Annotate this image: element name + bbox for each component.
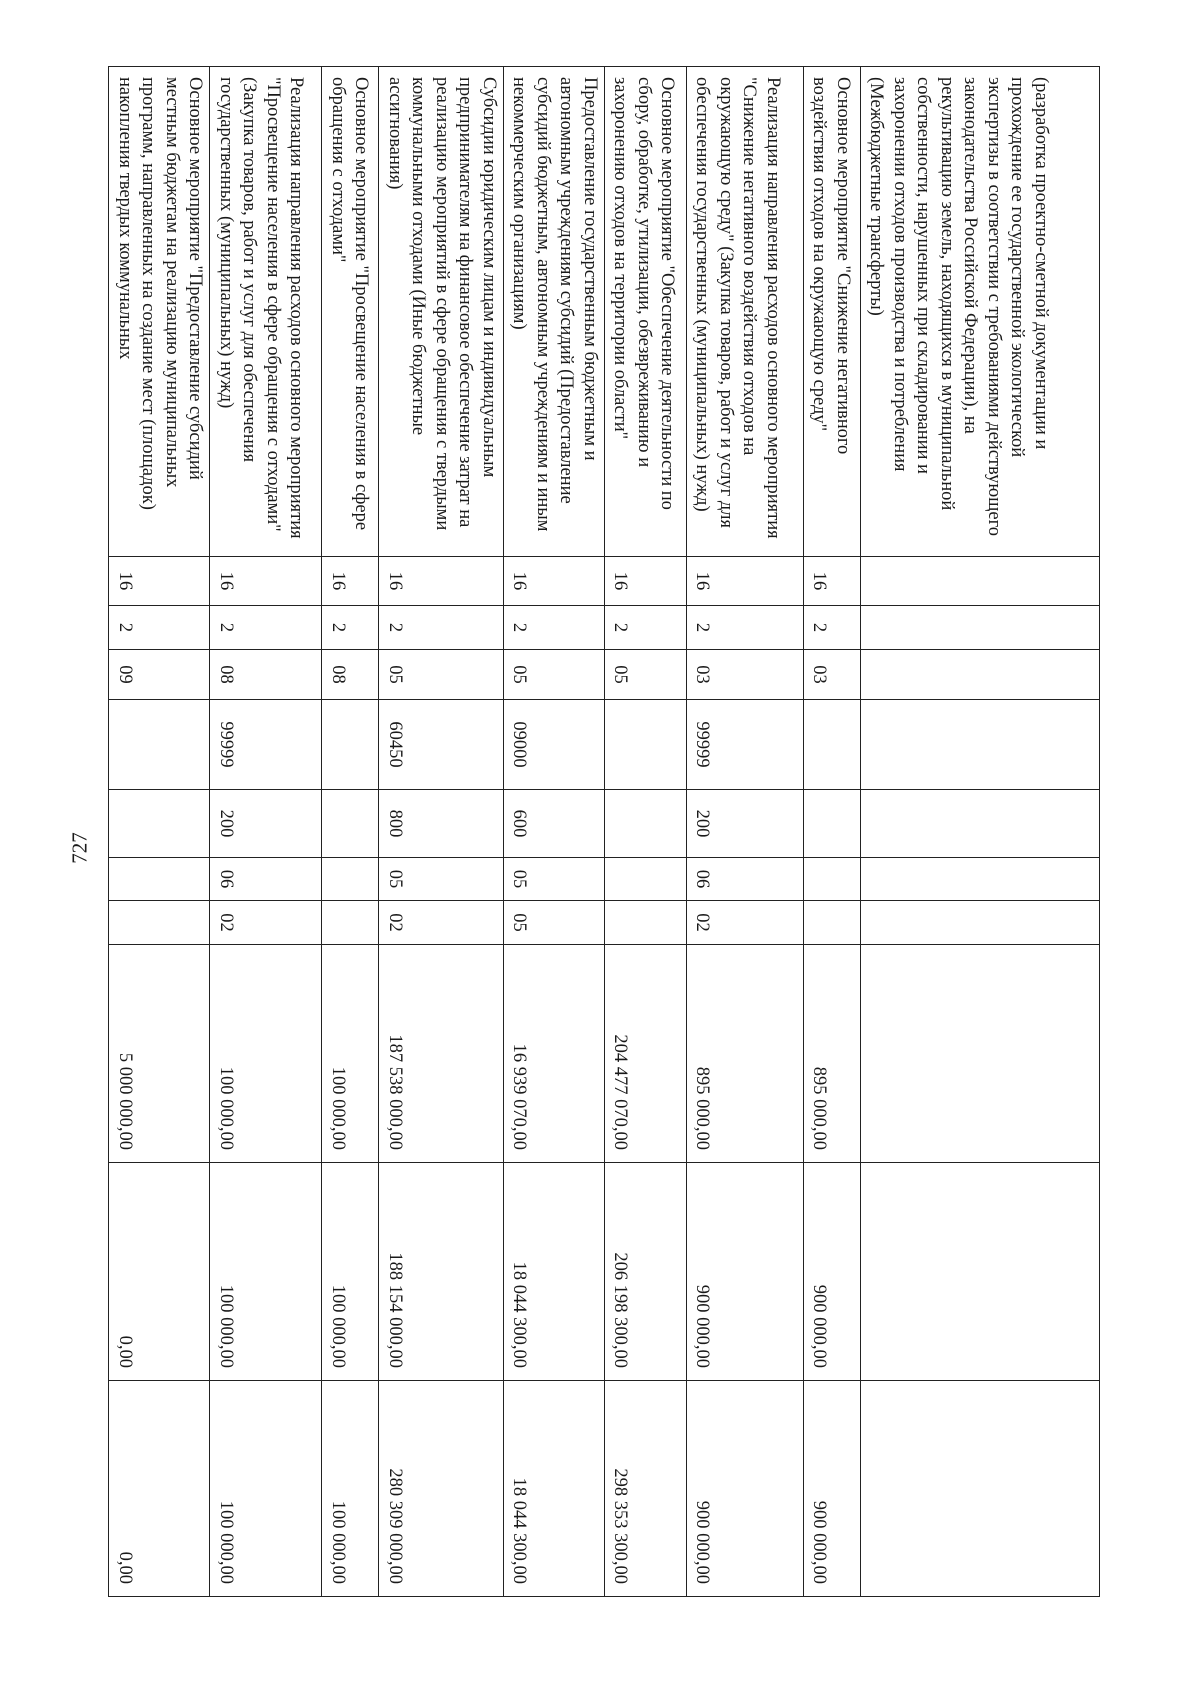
amount-cell-v1: 204 477 070,00 [605,945,687,1163]
rotated-table-container [115,66,1100,1596]
code-cell-c4: 60450 [379,700,504,790]
code-cell-c5: 600 [504,790,605,858]
row-name-cell: Основное мероприятие "Обеспечение деятельности по сбору, обработке, утилизации, обезвреживанию и захоронению отходов на территории области" [605,67,687,557]
code-cell-c4: 99999 [210,700,322,790]
code-cell-c3: 05 [379,650,504,700]
amount-cell-v1 [861,945,1100,1163]
code-cell-c5: 800 [379,790,504,858]
code-cell-c7: 02 [379,901,504,945]
row-name-cell: Основное мероприятие "Просвещение населения в сфере обращения с отходами" [322,67,379,557]
row-name-cell: Предоставление государственным бюджетным и автономным учреждениям субсидий (Предоставление субсидий бюджетным, автономным учреждениям и иным некоммерческим организациям) [504,67,605,557]
table-row [861,67,1100,1597]
table-row [605,67,687,1597]
code-cell-c4: 09000 [504,700,605,790]
amount-cell-v1: 5 000 000,00 [109,945,210,1163]
code-cell-c7: 05 [504,901,605,945]
code-cell-c4: 99999 [687,700,804,790]
amount-cell-v3 [861,1381,1100,1597]
row-name-cell: Субсидии юридическим лицам и индивидуальным предпринимателям на финансовое обеспечение затрат на реализацию мероприятий в сфере обращения с твердыми коммунальными отходами (Иные бюджетные ассигнования) [379,67,504,557]
amount-cell-v1: 16 939 070,00 [504,945,605,1163]
code-cell-c1: 16 [322,557,379,606]
code-cell-c1: 16 [605,557,687,606]
code-cell-c5 [804,790,861,858]
amount-cell-v2: 100 000,00 [322,1163,379,1381]
code-cell-c3: 09 [109,650,210,700]
code-cell-c6: 06 [687,858,804,901]
code-cell-c1: 16 [687,557,804,606]
amount-cell-v1: 895 000,00 [687,945,804,1163]
code-cell-c3: 05 [605,650,687,700]
code-cell-c6: 05 [379,858,504,901]
code-cell-c1: 16 [210,557,322,606]
code-cell-c3 [861,650,1100,700]
code-cell-c5: 200 [210,790,322,858]
table-row [210,67,322,1597]
code-cell-c2: 2 [504,606,605,650]
code-cell-c6 [804,858,861,901]
code-cell-c5 [861,790,1100,858]
amount-cell-v1: 100 000,00 [210,945,322,1163]
amount-cell-v2: 206 198 300,00 [605,1163,687,1381]
amount-cell-v1: 187 538 000,00 [379,945,504,1163]
code-cell-c5 [109,790,210,858]
code-cell-c7 [322,901,379,945]
budget-table [109,66,1101,1597]
table-row [109,67,210,1597]
table-row [804,67,861,1597]
amount-cell-v3: 0,00 [109,1381,210,1597]
amount-cell-v3: 900 000,00 [687,1381,804,1597]
code-cell-c7 [109,901,210,945]
code-cell-c2: 2 [687,606,804,650]
code-cell-c5 [322,790,379,858]
amount-cell-v2: 18 044 300,00 [504,1163,605,1381]
code-cell-c7 [861,901,1100,945]
amount-cell-v2: 188 154 000,00 [379,1163,504,1381]
code-cell-c5 [605,790,687,858]
code-cell-c6 [322,858,379,901]
code-cell-c3: 08 [322,650,379,700]
amount-cell-v3: 900 000,00 [804,1381,861,1597]
row-name-cell: Реализация направления расходов основного мероприятия "Снижение негативного воздействия отходов на окружающую среду" (Закупка товаров, работ и услуг для обеспечения государственных (муниципальных) нужд) [687,67,804,557]
amount-cell-v2: 900 000,00 [687,1163,804,1381]
table-row [379,67,504,1597]
code-cell-c2: 2 [210,606,322,650]
amount-cell-v2 [861,1163,1100,1381]
code-cell-c6 [861,858,1100,901]
table-row [322,67,379,1597]
amount-cell-v3: 280 309 000,00 [379,1381,504,1597]
amount-cell-v2: 900 000,00 [804,1163,861,1381]
code-cell-c2: 2 [804,606,861,650]
amount-cell-v3: 100 000,00 [322,1381,379,1597]
code-cell-c2: 2 [322,606,379,650]
code-cell-c4 [322,700,379,790]
code-cell-c6: 06 [210,858,322,901]
code-cell-c5: 200 [687,790,804,858]
page-number: 727 [67,832,92,864]
code-cell-c6 [109,858,210,901]
code-cell-c7: 02 [687,901,804,945]
code-cell-c3: 08 [210,650,322,700]
code-cell-c2: 2 [379,606,504,650]
code-cell-c4 [109,700,210,790]
code-cell-c4 [605,700,687,790]
row-name-cell: Основное мероприятие "Снижение негативного воздействия отходов на окружающую среду" [804,67,861,557]
amount-cell-v3: 18 044 300,00 [504,1381,605,1597]
amount-cell-v3: 100 000,00 [210,1381,322,1597]
code-cell-c3: 03 [804,650,861,700]
amount-cell-v2: 100 000,00 [210,1163,322,1381]
code-cell-c4 [861,700,1100,790]
code-cell-c6: 05 [504,858,605,901]
code-cell-c6 [605,858,687,901]
row-name-cell: (разработка проектно-сметной документации и прохождение ее государственной экологической экспертизы в соответствии с требованиями действующего законодательства Российской Федерации), на рекультивацию земель, находящихся в муниципальной собственности, нарушенных при складировании и захоронении отходов производства и потребления (Межбюджетные трансферты) [861,67,1100,557]
amount-cell-v1: 100 000,00 [322,945,379,1163]
code-cell-c1 [861,557,1100,606]
table-row [504,67,605,1597]
amount-cell-v2: 0,00 [109,1163,210,1381]
table-row [687,67,804,1597]
row-name-cell: Реализация направления расходов основного мероприятия "Просвещение населения в сфере обращения с отходами" (Закупка товаров, работ и услуг для обеспечения государственных (муниципальных) нужд) [210,67,322,557]
amount-cell-v3: 298 353 300,00 [605,1381,687,1597]
code-cell-c4 [804,700,861,790]
code-cell-c1: 16 [504,557,605,606]
code-cell-c1: 16 [804,557,861,606]
code-cell-c1: 16 [379,557,504,606]
amount-cell-v1: 895 000,00 [804,945,861,1163]
code-cell-c3: 05 [504,650,605,700]
code-cell-c2: 2 [605,606,687,650]
row-name-cell: Основное мероприятие "Предоставление субсидий местным бюджетам на реализацию муниципальных программ, направленных на создание мест (площадок) накопления твердых коммунальных [109,67,210,557]
code-cell-c3: 03 [687,650,804,700]
code-cell-c7: 02 [210,901,322,945]
table-body [109,67,1100,1597]
code-cell-c2: 2 [109,606,210,650]
code-cell-c1: 16 [109,557,210,606]
code-cell-c7 [804,901,861,945]
code-cell-c7 [605,901,687,945]
code-cell-c2 [861,606,1100,650]
